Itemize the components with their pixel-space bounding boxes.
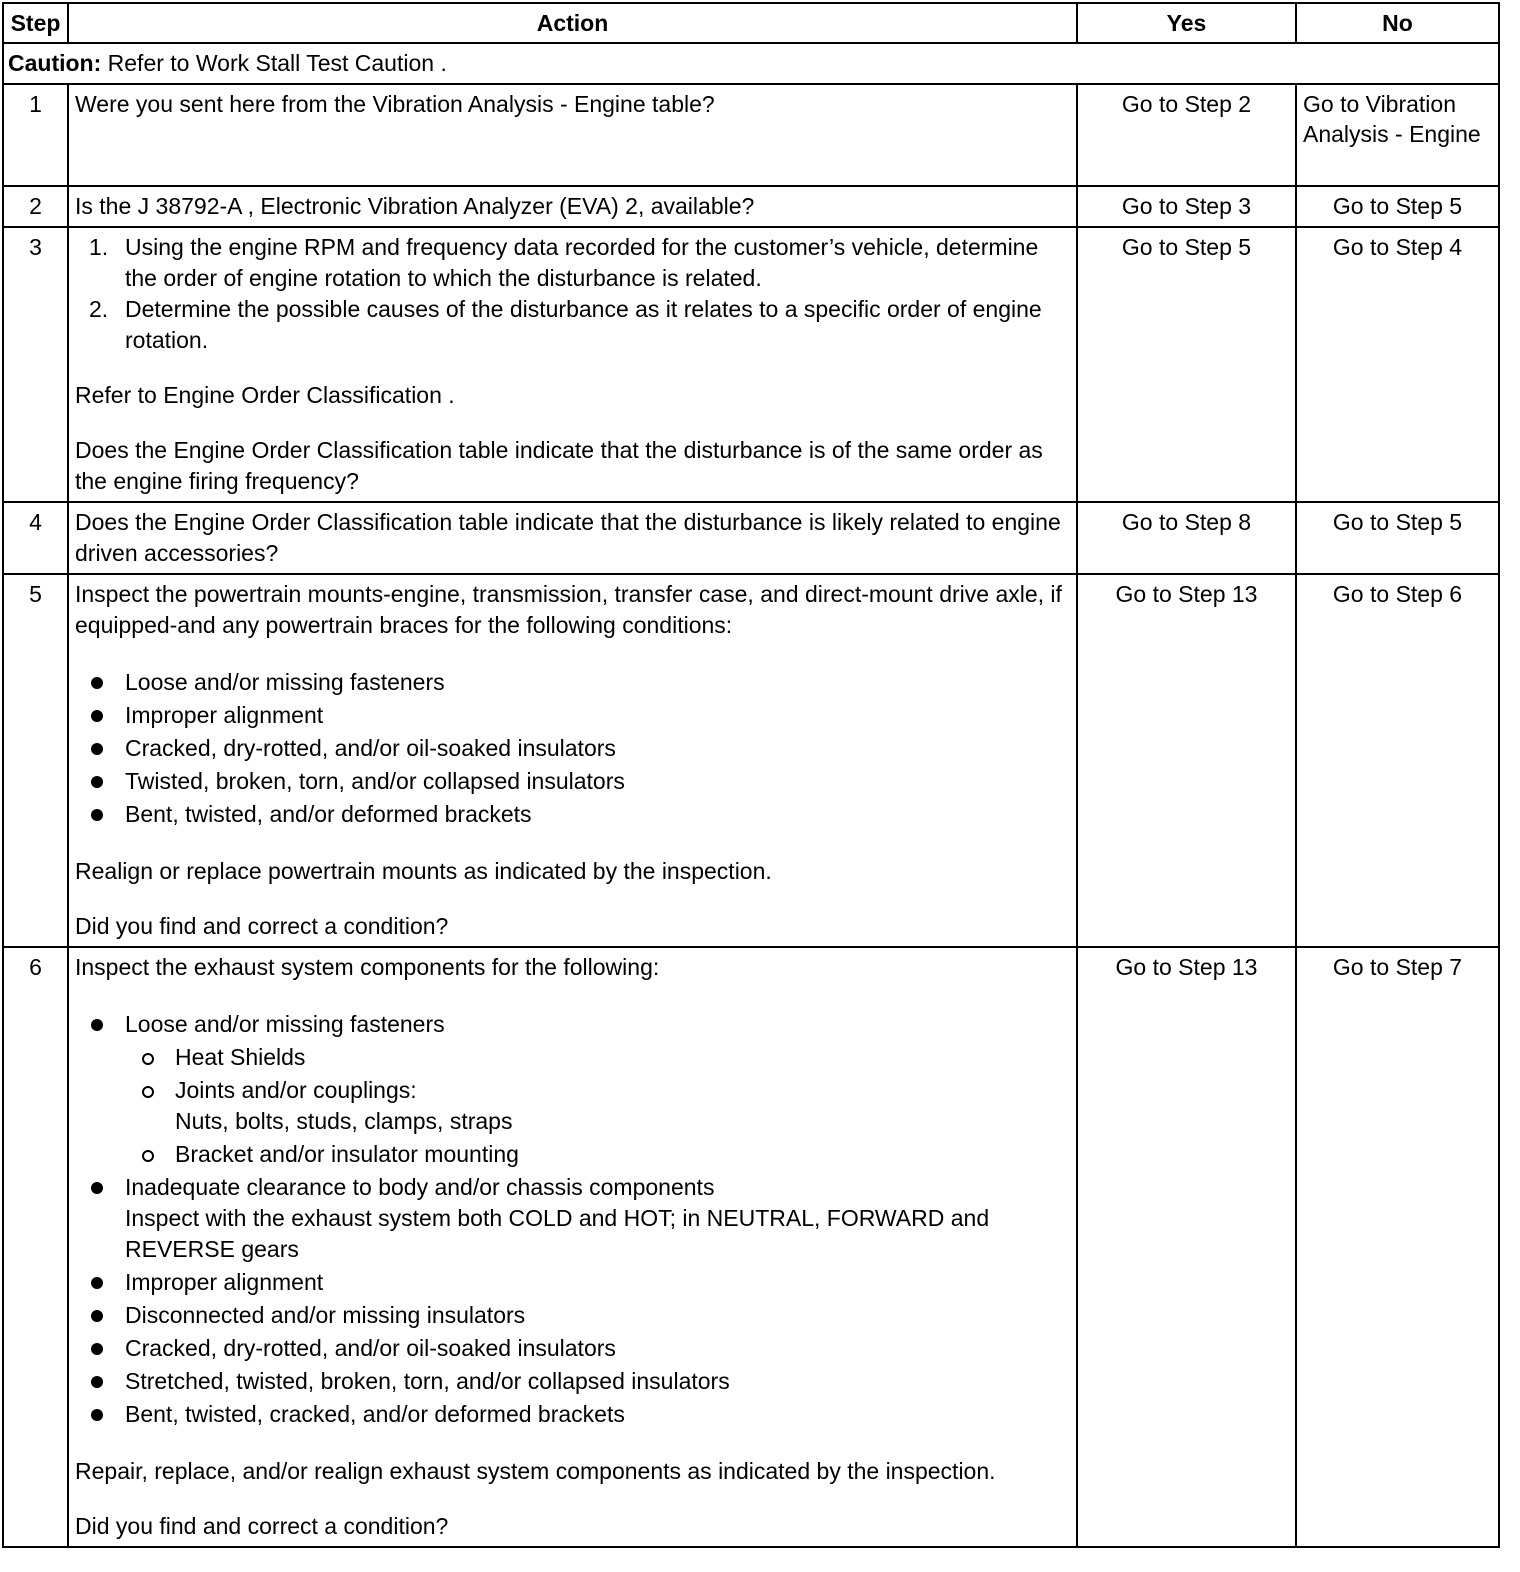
bullet-icon — [91, 1310, 103, 1322]
yes-cell: Go to Step 3 — [1077, 186, 1296, 227]
list-item: Inadequate clearance to body and/or chassis components Inspect with the exhaust system both COLD and HOT; in NEUTRAL, FORWARD and REVERSE gears — [75, 1172, 1070, 1265]
step-number: 4 — [3, 502, 68, 574]
action-cell — [68, 227, 1077, 502]
list-item: Improper alignment — [75, 700, 1070, 731]
header-row — [3, 3, 1499, 43]
action-cell: Does the Engine Order Classification table indicate that the disturbance is likely related to engine driven accessories? — [68, 502, 1077, 574]
no-cell: Go to Step 6 — [1296, 574, 1499, 947]
yes-cell: Go to Step 2 — [1077, 84, 1296, 186]
action-cell — [68, 574, 1077, 947]
no-cell: Go to Step 5 — [1296, 502, 1499, 574]
action-cell: Were you sent here from the Vibration Analysis - Engine table? — [68, 84, 1077, 186]
list-item: Loose and/or missing fasteners Heat Shields Joints and/or couplings: Nuts, bolts, studs, clamps, straps Bracket and/or insulator mounting — [75, 1009, 1070, 1170]
list-item: Improper alignment — [75, 1267, 1070, 1298]
list-item: Bent, twisted, cracked, and/or deformed brackets — [75, 1399, 1070, 1430]
bullet-icon — [91, 809, 103, 821]
header-no: No — [1296, 3, 1499, 43]
numbered-list — [75, 232, 1070, 356]
bullet-icon — [91, 1409, 103, 1421]
intro-text: Inspect the powertrain mounts-engine, transmission, transfer case, and direct-mount drive axle, if equipped-and any powertrain braces for the following conditions: — [75, 581, 1062, 638]
sub-list — [125, 1042, 1070, 1170]
bullet-list — [75, 1009, 1070, 1430]
header-action: Action — [68, 3, 1077, 43]
no-cell: Go to Vibration Analysis - Engine — [1296, 84, 1499, 186]
header-step: Step — [3, 3, 68, 43]
bullet-icon — [91, 1376, 103, 1388]
circle-bullet-icon — [142, 1053, 154, 1065]
table-row-step-1 — [3, 84, 1499, 186]
instruction-text: Realign or replace powertrain mounts as indicated by the inspection. — [75, 858, 772, 884]
list-item: Loose and/or missing fasteners — [75, 667, 1070, 698]
bullet-icon — [91, 710, 103, 722]
caution-label: Caution: — [8, 50, 102, 76]
caution-row — [3, 43, 1499, 84]
diagnostic-table — [2, 2, 1500, 1548]
yes-cell: Go to Step 8 — [1077, 502, 1296, 574]
table-row-step-5 — [3, 574, 1499, 947]
action-cell — [68, 947, 1077, 1547]
bullet-icon — [91, 1277, 103, 1289]
table-row-step-3 — [3, 227, 1499, 502]
bullet-icon — [91, 1343, 103, 1355]
question-text: Did you find and correct a condition? — [75, 1513, 449, 1539]
yes-cell: Go to Step 13 — [1077, 947, 1296, 1547]
intro-text: Inspect the exhaust system components for the following: — [75, 954, 660, 980]
no-cell: Go to Step 4 — [1296, 227, 1499, 502]
bullet-icon — [91, 1182, 103, 1194]
step-number: 5 — [3, 574, 68, 947]
list-item: Stretched, twisted, broken, torn, and/or collapsed insulators — [75, 1366, 1070, 1397]
circle-bullet-icon — [142, 1086, 154, 1098]
table-row-step-6 — [3, 947, 1499, 1547]
bullet-icon — [91, 1019, 103, 1031]
no-cell: Go to Step 5 — [1296, 186, 1499, 227]
list-item: Cracked, dry-rotted, and/or oil-soaked insulators — [75, 733, 1070, 764]
bullet-list — [75, 667, 1070, 830]
table-row-step-4 — [3, 502, 1499, 574]
instruction-text: Repair, replace, and/or realign exhaust system components as indicated by the inspection. — [75, 1458, 996, 1484]
circle-bullet-icon — [142, 1150, 154, 1162]
table-row-step-2 — [3, 186, 1499, 227]
action-cell: Is the J 38792-A , Electronic Vibration Analyzer (EVA) 2, available? — [68, 186, 1077, 227]
step-number: 2 — [3, 186, 68, 227]
list-item: Twisted, broken, torn, and/or collapsed insulators — [75, 766, 1070, 797]
list-item: 2. Determine the possible causes of the disturbance as it relates to a specific order of engine rotation. — [89, 296, 1042, 353]
list-item: Cracked, dry-rotted, and/or oil-soaked insulators — [75, 1333, 1070, 1364]
no-cell: Go to Step 7 — [1296, 947, 1499, 1547]
question-text: Did you find and correct a condition? — [75, 913, 449, 939]
reference-text: Refer to Engine Order Classification . — [75, 382, 455, 408]
list-item: 1. Using the engine RPM and frequency data recorded for the customer’s vehicle, determine the order of engine rotation to which the disturbance is related. — [89, 234, 1039, 291]
bullet-icon — [91, 743, 103, 755]
sub-list-item: Heat Shields — [125, 1042, 1070, 1073]
header-yes: Yes — [1077, 3, 1296, 43]
sub-list-item: Joints and/or couplings: Nuts, bolts, studs, clamps, straps — [125, 1075, 1070, 1137]
bullet-icon — [91, 677, 103, 689]
step-number: 6 — [3, 947, 68, 1547]
list-item: Disconnected and/or missing insulators — [75, 1300, 1070, 1331]
list-item: Bent, twisted, and/or deformed brackets — [75, 799, 1070, 830]
question-text: Does the Engine Order Classification table indicate that the disturbance is of the same order as the engine firing frequency? — [75, 437, 1043, 494]
yes-cell: Go to Step 13 — [1077, 574, 1296, 947]
sub-list-item: Bracket and/or insulator mounting — [125, 1139, 1070, 1170]
yes-cell: Go to Step 5 — [1077, 227, 1296, 502]
bullet-icon — [91, 776, 103, 788]
step-number: 1 — [3, 84, 68, 186]
caution-text: Refer to Work Stall Test Caution . — [101, 50, 447, 76]
step-number: 3 — [3, 227, 68, 502]
